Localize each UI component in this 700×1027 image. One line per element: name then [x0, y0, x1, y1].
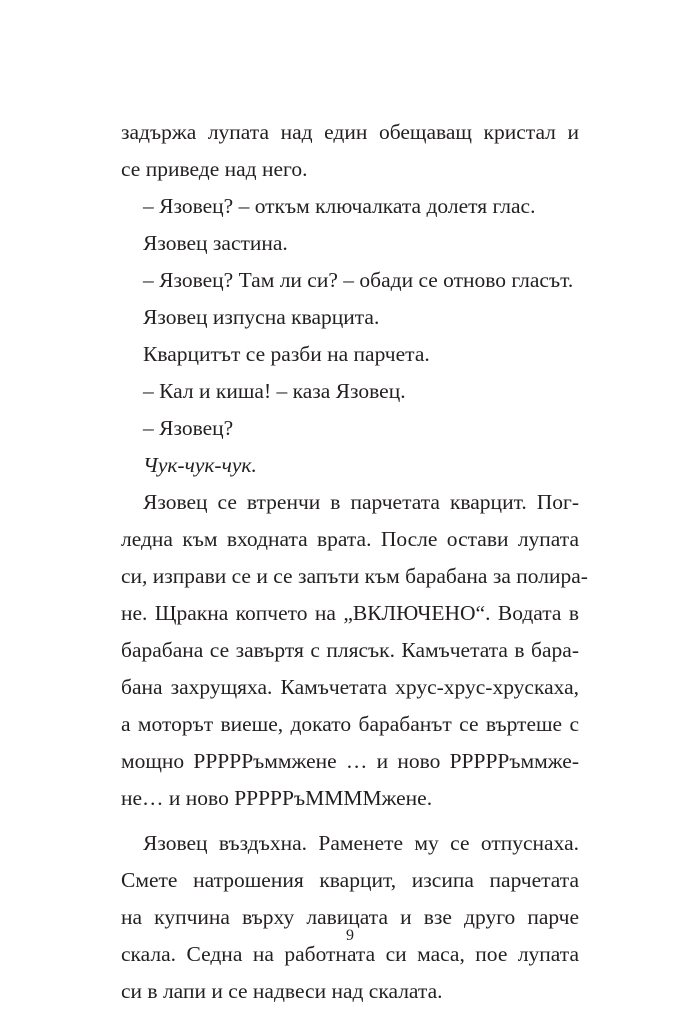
text-line: не. Щракна копчето на „ВКЛЮЧЕНО“. Водата в	[121, 601, 579, 625]
text-line: се приведе над него.	[121, 157, 308, 181]
text-line: си, изправи се и се запъти към барабана за полира-	[121, 564, 588, 588]
text-line: не… и ново РРРРРъММММжене.	[121, 786, 433, 810]
text-line: си в лапи и се надвеси над скалата.	[121, 979, 443, 1003]
dialogue-line: – Язовец? – откъм ключалката долетя глас.	[143, 194, 536, 218]
text-line: задържа лупата над един обещаващ кристал и	[121, 120, 579, 144]
text-line: Язовец въздъхна. Раменете му се отпуснаха.	[143, 831, 579, 855]
text-line: барабана се завъртя с плясък. Камъчетата в бара-	[121, 638, 579, 662]
sound-effect-line: Чук-чук-чук.	[143, 453, 257, 477]
text-line: Кварцитът се разби на парчета.	[143, 342, 430, 366]
text-line: мощно РРРРРъммжене … и ново РРРРРъммже-	[121, 749, 579, 773]
text-line: Язовец се втренчи в парчетата кварцит. Пог-	[143, 490, 579, 514]
dialogue-line: – Язовец?	[143, 416, 234, 440]
dialogue-line: – Язовец? Там ли си? – обади се отново гласът.	[143, 268, 574, 292]
text-line: Язовец застина.	[143, 231, 288, 255]
text-line: на купчина върху лавицата и взе друго парче	[121, 905, 579, 929]
dialogue-line: – Кал и киша! – каза Язовец.	[143, 379, 406, 403]
text-line: Смете натрошения кварцит, изсипа парчетата	[121, 868, 579, 892]
page-number: 9	[346, 927, 354, 944]
text-line: ледна към входната врата. После остави лупата	[121, 527, 579, 551]
text-line: скала. Седна на работната си маса, пое лупата	[121, 942, 579, 966]
text-line: а моторът виеше, докато барабанът се въртеше с	[121, 712, 579, 736]
body-text	[121, 114, 588, 1010]
text-line: бана захрущяха. Камъчетата хрус-хрус-хрускаха,	[121, 675, 579, 699]
text-line: Язовец изпусна кварцита.	[143, 305, 380, 329]
